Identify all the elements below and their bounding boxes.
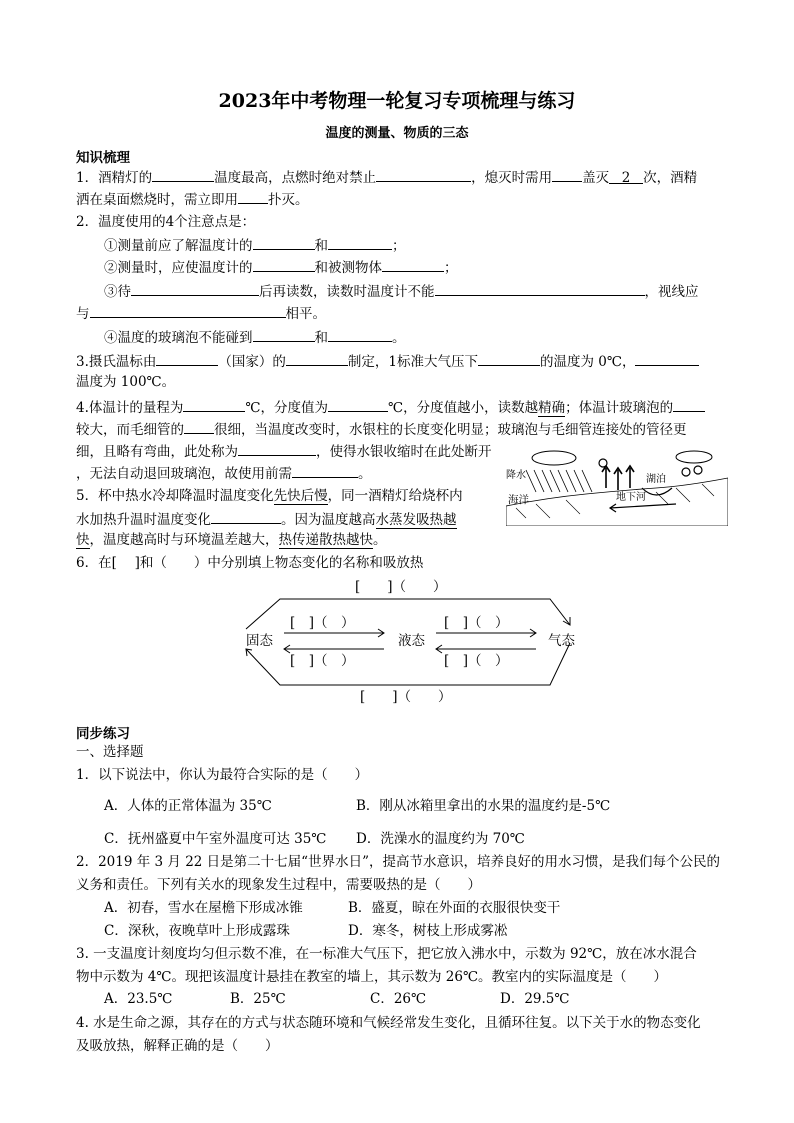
blank [376, 166, 471, 182]
state-gas: 气态 [548, 633, 575, 649]
choice-2-option-d: D．寒冬，树枝上形成雾凇 [348, 923, 508, 939]
question-2-item-4 [104, 326, 406, 348]
blank [478, 350, 540, 366]
question-1-line-2 [76, 188, 309, 210]
blank [382, 256, 444, 272]
question-4-line-4 [76, 462, 372, 484]
choice-question-3-line-1: 3. 一支温度计刻度均匀但示数不准，在一标准大气压下，把它放入沸水中，示数为 92℃，放在冰水混合 [76, 946, 697, 962]
choice-1-option-b: B．刚从冰箱里拿出的水果的温度约是-5℃ [356, 798, 611, 814]
text: ④温度的玻璃泡不能碰到 [104, 330, 253, 346]
text: ，熄灭时需用 [471, 170, 553, 186]
text: 和 [314, 330, 328, 346]
text: 细，且略有弯曲，此处称为 [76, 444, 238, 460]
text: ①测量前应了解温度计的 [104, 238, 253, 254]
state-change-diagram [240, 577, 590, 707]
text: 与 [76, 306, 90, 322]
text: 盖灭 [582, 170, 610, 186]
question-2-item-3 [104, 280, 699, 302]
text: 3.摄氏温标由 [76, 354, 157, 370]
text: ，视线应 [644, 284, 699, 300]
text: 温度最高，点燃时绝对禁止 [214, 170, 377, 186]
question-2-item-1 [104, 234, 406, 256]
question-3-line-2: 温度为 100℃。 [76, 374, 176, 390]
blank [253, 234, 315, 250]
text: 4.体温计的量程为 [76, 400, 184, 416]
choice-question-2-line-1: 2．2019 年 3 月 22 日是第二十七届“世界水日”，提高节水意识，培养良好的用水习惯，是我们每个公民的 [76, 854, 720, 870]
choice-2-option-b: B．盛夏，晾在外面的衣服很快变干 [348, 900, 561, 916]
text: 5．杯中热水冷却降温时温度变化 [76, 488, 274, 504]
question-5-line-1 [76, 486, 463, 506]
section-heading-knowledge: 知识梳理 [76, 150, 130, 166]
figure-label-lake: 湖泊 [646, 474, 666, 485]
filled-answer: 快 [76, 532, 90, 548]
filled-answer: 2 [609, 168, 643, 184]
blank [635, 350, 699, 366]
slot-liquefaction: [ ]（ ） [444, 653, 509, 669]
slot-solidification: [ ]（ ） [290, 653, 355, 669]
text: 相平。 [285, 306, 326, 322]
blank [435, 280, 645, 296]
question-2-item-3-cont [76, 302, 326, 324]
text: 后再读数，读数时温度计不能 [259, 284, 435, 300]
blank [238, 188, 268, 204]
text: 扑灭。 [268, 192, 309, 208]
choice-2-option-a: A．初春，雪水在屋檐下形成冰锥 [104, 900, 303, 916]
slot-deposition: [ ]（ ） [360, 689, 452, 705]
text: ，温度越高时与环境温差越大， [89, 532, 279, 548]
blank [183, 396, 245, 412]
question-4-line-1 [76, 396, 705, 418]
blank [156, 350, 218, 366]
question-4-line-2 [76, 418, 687, 440]
page-subtitle: 温度的测量、物质的三态 [325, 126, 469, 141]
choice-3-option-a: A．23.5℃ [104, 991, 173, 1007]
slot-vaporization: [ ]（ ） [444, 615, 509, 631]
question-5-line-3 [76, 530, 387, 550]
text: 制定，1标准大气压下 [347, 354, 478, 370]
question-2-head: 2．温度使用的4个注意点是： [76, 214, 256, 230]
question-4-line-3 [76, 440, 492, 462]
text: （国家）的 [218, 354, 286, 370]
text: 的温度为 0℃， [539, 354, 636, 370]
choice-1-option-c: C．抚州盛夏中午室外温度可达 35℃ [104, 831, 327, 847]
text: 水加热升温时温度变化 [76, 512, 211, 528]
text: 和被测物体 [314, 260, 382, 276]
question-6: 6．在[ ]和（ ）中分别填上物态变化的名称和吸放热 [76, 555, 424, 571]
blank [328, 396, 388, 412]
slot-melting: [ ]（ ） [290, 615, 355, 631]
blank [90, 302, 286, 318]
text: 较大，而毛细管的 [76, 422, 184, 438]
question-5-line-2 [76, 508, 457, 530]
water-cycle-figure [506, 448, 728, 526]
text: 。 [358, 466, 372, 482]
text: ℃，分度值越小，读数越 [388, 400, 539, 416]
text: 次，酒精 [643, 170, 698, 186]
text: 和 [314, 238, 328, 254]
choice-question-2-line-2: 义务和责任。下列有关水的现象发生过程中，需要吸热的是（ ） [76, 877, 481, 893]
blank [328, 326, 392, 342]
choice-question-4-line-1: 4. 水是生命之源，其存在的方式与状态随环境和气候经常发生变化，且循环往复。以下关于水的物态变化 [76, 1015, 701, 1031]
text: ，无法自动退回玻璃泡，故使用前需 [76, 466, 292, 482]
blank [184, 418, 214, 434]
blank [152, 166, 214, 182]
text: 很细，当温度改变时，水银柱的长度变化明显；玻璃泡与毛细管连接处的管径更 [214, 422, 687, 438]
text: ，同一酒精灯给烧杯内 [327, 488, 463, 504]
filled-answer: 热传递散热越快 [278, 532, 373, 548]
question-1-line-1 [76, 166, 697, 188]
page-title: 2023年中考物理一轮复习专项梳理与练习 [218, 90, 576, 112]
choice-question-3-line-2: 物中示数为 4℃。现把该温度计悬挂在教室的墙上，其示数为 26℃。教室内的实际温度是（ ） [76, 969, 668, 985]
text: ②测量时，应使温度计的 [104, 260, 253, 276]
choice-1-option-d: D．洗澡水的温度约为 70℃ [356, 831, 525, 847]
blank [238, 440, 316, 456]
blank [673, 396, 705, 412]
part-heading-choice: 一、选择题 [76, 744, 144, 760]
blank [253, 326, 315, 342]
blank [253, 256, 315, 272]
blank [328, 234, 392, 250]
choice-question-1: 1．以下说法中，你认为最符合实际的是（ ） [76, 767, 369, 783]
text: ； [444, 260, 458, 276]
text: 1．酒精灯的 [76, 170, 153, 186]
blank [552, 166, 582, 182]
figure-label-ocean: 海洋 [508, 494, 529, 506]
filled-answer: 精确 [538, 400, 566, 416]
text: 。 [373, 532, 387, 548]
blank [131, 280, 259, 296]
blank [292, 462, 358, 478]
choice-question-4-line-2: 及吸放热，解释正确的是（ ） [76, 1038, 279, 1054]
question-2-item-2 [104, 256, 458, 278]
filled-answer: 先快后慢 [273, 488, 328, 504]
blank [211, 508, 281, 524]
filled-answer: 水蒸发吸热越 [375, 512, 457, 528]
figure-label-rain: 降水 [506, 470, 526, 481]
choice-2-option-c: C．深秋，夜晚草叶上形成露珠 [104, 923, 290, 939]
text: ； [392, 238, 406, 254]
choice-3-option-d: D．29.5℃ [500, 991, 570, 1007]
choice-3-option-c: C．26℃ [370, 991, 427, 1007]
state-liquid: 液态 [398, 633, 425, 649]
question-3-line-1 [76, 350, 699, 372]
text: ，使得水银收缩时在此处断开 [316, 444, 492, 460]
section-heading-practice: 同步练习 [76, 726, 130, 742]
choice-1-option-a: A．人体的正常体温为 35℃ [104, 798, 272, 814]
choice-3-option-b: B．25℃ [230, 991, 286, 1007]
figure-label-underground-river: 地下河 [616, 492, 646, 503]
text: 。 [392, 330, 406, 346]
text: ；体温计玻璃泡的 [565, 400, 674, 416]
text: 洒在桌面燃烧时，需立即用 [76, 192, 238, 208]
text: ℃，分度值为 [245, 400, 328, 416]
text: 。因为温度越高 [281, 512, 376, 528]
slot-sublimation: [ ]（ ） [355, 579, 447, 595]
state-solid: 固态 [246, 633, 273, 649]
blank [286, 350, 348, 366]
text: ③待 [104, 284, 131, 300]
